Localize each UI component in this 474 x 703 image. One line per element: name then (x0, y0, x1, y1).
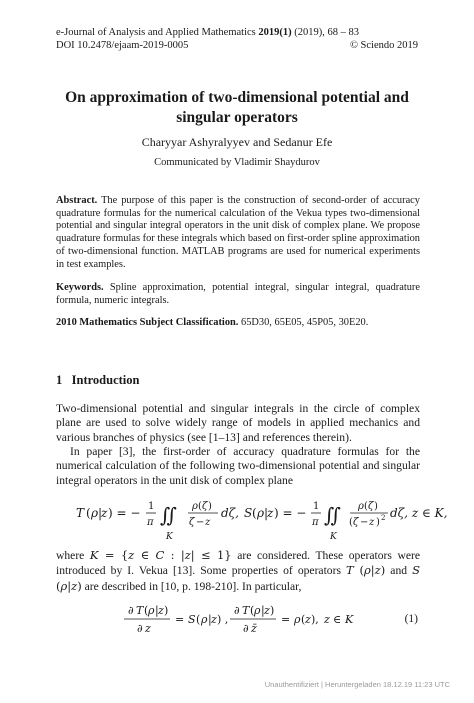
svg-text:ρ: ρ (254, 604, 261, 617)
section-heading (56, 373, 139, 388)
keywords (56, 282, 420, 307)
svg-text:(: ( (301, 613, 306, 626)
svg-text:ρ: ρ (257, 506, 265, 520)
journal-header (56, 26, 359, 39)
svg-text:=: = (281, 613, 291, 626)
svg-text:): ) (374, 501, 378, 512)
communicated-by: Communicated by Vladimir Shaydurov (154, 157, 320, 168)
svg-text:π: π (312, 517, 319, 528)
download-footer: Unauthentifiziert | Heruntergeladen 18.12.19 11:23 UTC (264, 680, 450, 689)
svg-text:z: z (158, 604, 164, 617)
svg-text:T: T (242, 604, 250, 617)
intro-paragraph-1: Two-dimensional potential and singular integrals in the circle of complex plane are used to solve widely range of models in applied mechanics and various branches of physics (see [1–13] and references therein). (56, 402, 420, 444)
operator-s-ref: S (ρ|z) (56, 563, 420, 593)
svg-text:∬: ∬ (160, 503, 178, 527)
svg-text:ρ: ρ (192, 501, 198, 512)
svg-text:(: ( (86, 506, 91, 520)
svg-text:dζ, z ∈ K,: dζ, z ∈ K, (390, 506, 448, 520)
intro-paragraph-3 (56, 548, 420, 594)
svg-text:),: ), (311, 613, 319, 626)
svg-text:T: T (76, 506, 85, 520)
svg-text:2: 2 (381, 514, 386, 522)
svg-text:|: | (261, 604, 265, 617)
svg-text:z: z (145, 622, 151, 635)
svg-text:) = −: ) = − (108, 506, 141, 520)
svg-text:z: z (305, 613, 311, 626)
svg-text:ρ: ρ (294, 613, 301, 626)
doi[interactable]: DOI 10.2478/ejaam-2019-0005 (56, 40, 189, 51)
svg-text:(: ( (196, 613, 201, 626)
svg-text:(: ( (198, 501, 202, 512)
svg-text:π: π (147, 517, 154, 528)
svg-text:S: S (244, 506, 253, 520)
svg-text:|: | (208, 613, 212, 626)
svg-text:ζ: ζ (368, 501, 374, 512)
svg-text:−: − (360, 517, 369, 528)
svg-text:K: K (166, 532, 173, 542)
svg-text:z: z (101, 506, 108, 520)
journal-name: e-Journal of Analysis and Applied Mathematics (56, 27, 259, 38)
svg-text:S: S (188, 613, 196, 626)
svg-text:=: = (175, 613, 185, 626)
abstract-text: The purpose of this paper is the construction of second-order of accuracy quadrature formulas for the numerical calculation of the Vekua types two-dimensional potential and singular integral operators in the unit disk of complex plane. We propose quadrature formulas for these integrals which based on first-order spline approximation of two-dimensional function. MATLAB programs are used for numerical experiments in test examples. (56, 195, 420, 270)
operator-t-ref: T (ρ|z) (346, 563, 386, 578)
svg-text:z̄: z̄ (251, 622, 257, 635)
svg-text:z: z (264, 604, 270, 617)
svg-text:): ) (376, 517, 380, 528)
svg-text:ρ: ρ (148, 604, 155, 617)
journal-pages: (2019), 68 – 83 (291, 27, 360, 38)
svg-text:(: ( (252, 506, 257, 520)
svg-text:) ,: ) , (217, 613, 229, 626)
svg-text:): ) (270, 604, 275, 617)
svg-text:ρ: ρ (201, 613, 208, 626)
svg-text:ζ: ζ (353, 517, 359, 528)
keywords-text: Spline approximation, potential integral, singular integral, quadrature formula, numeric integrals. (56, 282, 420, 306)
svg-text:∂: ∂ (128, 604, 134, 617)
svg-text:−: − (196, 517, 205, 528)
abstract-label: Abstract. (56, 195, 98, 206)
svg-text:): ) (208, 501, 212, 512)
section-number: 1 (56, 373, 63, 387)
intro-paragraph-2: In paper [3], the first-order of accuracy quadrature formulas for the numerical calculation of the following two-dimensional potential and singular integral operators in the unit disk of complex plane (56, 445, 420, 487)
svg-text:|: | (98, 506, 103, 520)
svg-text:1: 1 (148, 501, 155, 512)
operator-equation (70, 494, 448, 544)
svg-text:K: K (330, 532, 337, 542)
set-k-definition: K = {z ∈ C : |z| ≤ 1} (89, 548, 232, 562)
svg-text:(: ( (364, 501, 368, 512)
section-title: Introduction (71, 373, 140, 387)
journal-volume: 2019(1) (258, 27, 292, 38)
svg-text:(: ( (144, 604, 149, 617)
svg-text:T: T (136, 604, 144, 617)
abstract (56, 195, 420, 271)
para3-text-c: and (385, 564, 413, 578)
svg-text:∂: ∂ (234, 604, 240, 617)
svg-text:dζ,: dζ, (221, 506, 239, 520)
svg-text:∈: ∈ (333, 613, 342, 626)
svg-text:z: z (205, 517, 211, 528)
svg-text:1: 1 (313, 501, 320, 512)
svg-text:(: ( (250, 604, 255, 617)
derivative-equation (120, 602, 380, 642)
svg-text:z: z (211, 613, 217, 626)
svg-text:∂: ∂ (243, 622, 249, 635)
paper-title: On approximation of two-dimensional potential and singular operators (65, 89, 409, 126)
authors: Charyyar Ashyralyyev and Sedanur Efe (141, 135, 333, 149)
keywords-label: Keywords. (56, 282, 104, 293)
svg-text:ζ: ζ (189, 517, 195, 528)
msc-codes: 65D30, 65E05, 45P05, 30E20. (241, 317, 369, 328)
svg-text:|: | (155, 604, 159, 617)
svg-text:∂: ∂ (137, 622, 143, 635)
svg-text:) = −: ) = − (274, 506, 307, 520)
msc-classification (56, 317, 420, 330)
svg-text:z: z (324, 613, 330, 626)
svg-text:∬: ∬ (324, 503, 342, 527)
msc-label: 2010 Mathematics Subject Classification. (56, 317, 239, 328)
svg-text:): ) (164, 604, 169, 617)
copyright: © Sciendo 2019 (349, 40, 418, 51)
svg-text:(: ( (349, 517, 353, 528)
equation-number: (1) (404, 613, 418, 625)
svg-text:|: | (264, 506, 269, 520)
para3-text-b: are considered. These operators were introduced by I. Vekua [13]. Some properties of operators (56, 549, 420, 578)
svg-text:K: K (345, 613, 354, 626)
para3-text-a: where (56, 549, 90, 562)
svg-text:ρ: ρ (91, 506, 99, 520)
svg-text:ρ: ρ (358, 501, 364, 512)
para3-text-d: are described in [10, p. 198-210]. In particular, (81, 579, 302, 593)
svg-text:z: z (369, 517, 375, 528)
svg-text:z: z (267, 506, 274, 520)
svg-text:ζ: ζ (202, 501, 208, 512)
